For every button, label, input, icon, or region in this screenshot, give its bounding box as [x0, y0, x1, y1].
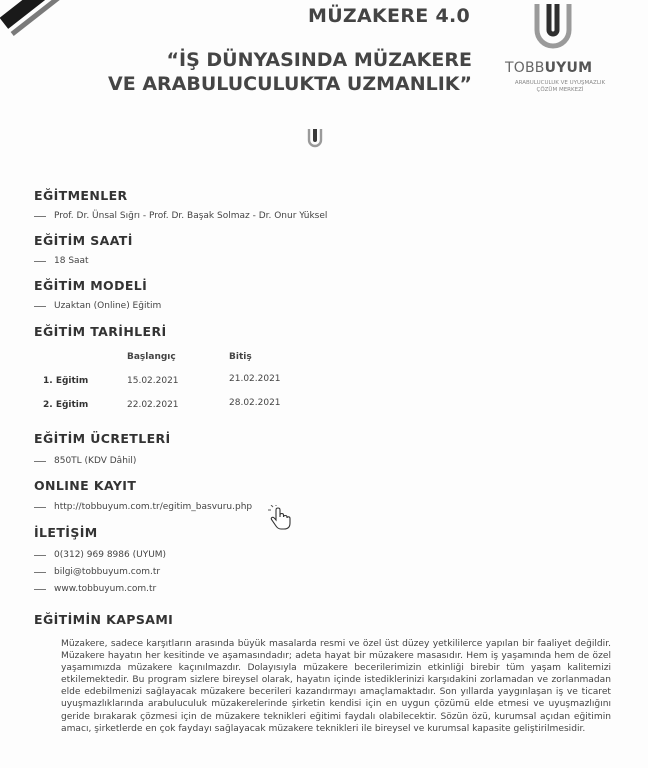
- model-heading: EĞİTİM MODELİ: [34, 278, 148, 293]
- contact-email-item: [34, 567, 160, 577]
- contact-website-item: [34, 584, 156, 594]
- duration-item: [34, 256, 89, 266]
- logo-tagline: [503, 80, 617, 94]
- bullet-dash: [34, 589, 46, 590]
- trainers-item: [34, 211, 327, 221]
- model-item: [34, 301, 161, 311]
- dates-col-end: Bitiş: [229, 352, 252, 362]
- dates-heading: EĞİTİM TARİHLERİ: [34, 324, 167, 339]
- page-title: MÜZAKERE 4.0: [308, 5, 471, 27]
- page-subtitle: [102, 48, 472, 96]
- scope-body-text: Müzakere, sadece karşıtların arasında büyük masalarda resmi ve özel üst düzey yetkililerce yapılan bir faaliyet değildir. Müzakere hayatın her kesitinde ve aşamasındadır; adeta hayat bir müzakere masasıdır. Hem iş yaşamında hem de özel yaşamımızda müzakere kaçınılmazdır. Dolayısıyla müzakere becerilerimizin etkinliği birebir tüm yaşam kalitemizi etkilemektedir. Bu program sizlere bireysel olarak, hayatın içinde istediklerinizi karşıdakini zorlamadan ve zorlanmadan elde edebilmenizi sağlayacak müzakere becerileri kazandırmayı amaçlamaktadır. Son yıllarda yaygınlaşan iş ve ticaret uyuşmazlıklarında arabuluculuk müzakerelerinde şirketin kendisi için en uygun çözümü elde etmesi ve uyuşmazlığını geride bırakarak çözmesi için de müzakere teknikleri eğitimi faydalı olabilecektir. Sözün özü, kurumsal açıdan eğitimin amacı, şirketlerde en çok faydayı sağlayacak müzakere teknikleri ile bireysel ve kurumsal kapasite geliştirilmesidir.: [61, 639, 611, 734]
- logo-tagline-line1: ARABULUCULUK VE UYUŞMAZLIK: [514, 80, 606, 86]
- subtitle-line-1: “İŞ DÜNYASINDA MÜZAKERE: [166, 49, 472, 71]
- trainers-heading: EĞİTMENLER: [34, 188, 128, 203]
- model-value: Uzaktan (Online) Eğitim: [54, 301, 162, 311]
- subtitle-line-2: VE ARABULUCULUKTA UZMANLIK”: [108, 73, 472, 95]
- dates-col-start: Başlangıç: [127, 352, 176, 362]
- fees-value: 850TL (KDV Dâhil): [54, 456, 137, 466]
- fees-heading: EĞİTİM ÜCRETLERİ: [34, 431, 171, 446]
- duration-heading: EĞİTİM SAATİ: [34, 233, 133, 248]
- bullet-dash: [34, 507, 46, 508]
- bullet-dash: [34, 306, 46, 307]
- logo-tagline-line2: ÇÖZÜM MERKEZİ: [536, 87, 584, 93]
- dates-row-2-label: 2. Eğitim: [43, 400, 89, 410]
- bullet-dash: [34, 261, 46, 262]
- logo-wordmark-part2: UYUM: [544, 60, 593, 76]
- bullet-dash: [34, 216, 46, 217]
- logo-wordmark-part1: TOBB: [505, 60, 545, 76]
- scope-heading: EĞİTİMİN KAPSAMI: [34, 612, 174, 627]
- uyum-u-mark-icon: [305, 128, 325, 150]
- bullet-dash: [34, 461, 46, 462]
- dates-row-2-start: 22.02.2021: [127, 400, 179, 410]
- hand-pointer-icon: [268, 505, 292, 531]
- contact-phone: 0(312) 969 8986 (UYUM): [54, 550, 167, 560]
- dates-row-2-end: 28.02.2021: [229, 398, 281, 408]
- contact-phone-item: [34, 550, 166, 560]
- contact-heading: İLETİŞİM: [34, 525, 98, 540]
- dates-row-1-label: 1. Eğitim: [43, 376, 89, 386]
- duration-value: 18 Saat: [54, 256, 89, 266]
- fees-item: [34, 456, 136, 466]
- registration-link[interactable]: http://tobbuyum.com.tr/egitim_basvuru.php: [54, 502, 253, 512]
- dates-row-1-end: 21.02.2021: [229, 374, 281, 384]
- contact-website[interactable]: www.tobbuyum.com.tr: [54, 584, 157, 594]
- logo-wordmark: [505, 60, 592, 76]
- trainers-value: Prof. Dr. Ünsal Sığrı - Prof. Dr. Başak Solmaz - Dr. Onur Yüksel: [54, 211, 328, 221]
- registration-item: [34, 502, 252, 512]
- bullet-dash: [34, 555, 46, 556]
- bullet-dash: [34, 572, 46, 573]
- tobbuyum-u-logo-icon: [523, 0, 583, 55]
- dates-row-1-start: 15.02.2021: [127, 376, 179, 386]
- tobbuyum-logo: [505, 0, 615, 100]
- registration-heading: ONLINE KAYIT: [34, 478, 137, 493]
- contact-email[interactable]: bilgi@tobbuyum.com.tr: [54, 567, 161, 577]
